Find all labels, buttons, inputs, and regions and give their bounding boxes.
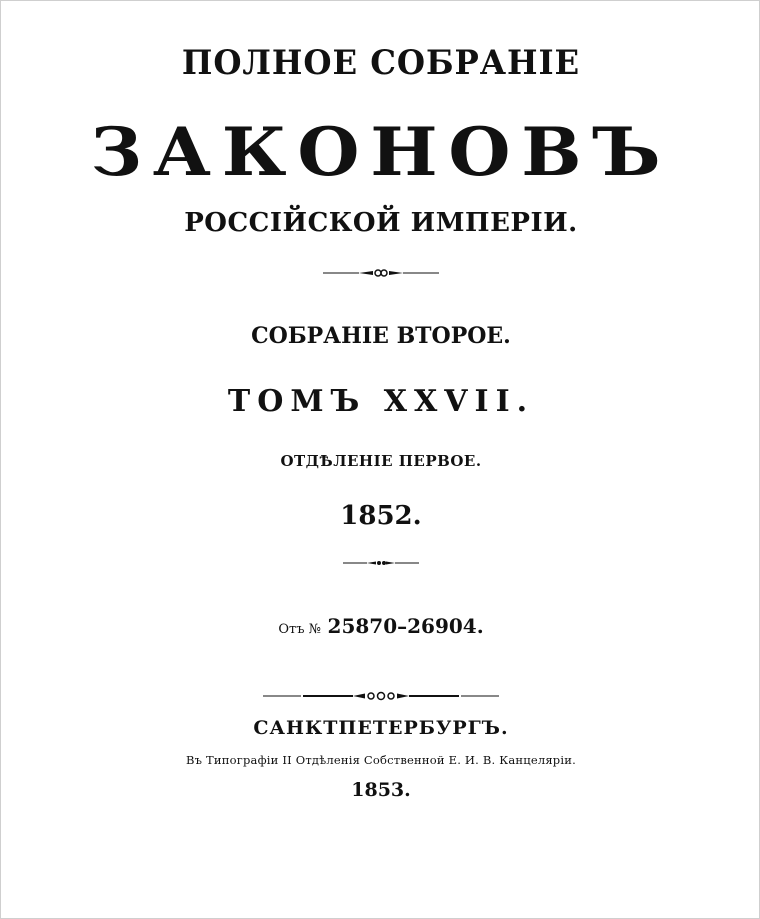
ornament-rule-2 <box>1 558 760 568</box>
number-prefix: Отъ № <box>278 622 321 637</box>
title-line-empire: РОССІЙСКОЙ ИМПЕРІИ. <box>184 208 578 238</box>
imprint-year: 1853. <box>351 779 411 801</box>
title-line-full-collection: ПОЛНОЕ СОБРАНІЕ <box>181 43 581 83</box>
collection-label: СОБРАНІЕ ВТОРОЕ. <box>251 323 511 349</box>
section-label: ОТДѢЛЕНІЕ ПЕРВОЕ. <box>280 452 482 470</box>
number-range: 25870–26904. <box>327 614 484 638</box>
volume-label: ТОМЪ XXVII. <box>227 384 535 419</box>
ornament-rule-small-icon <box>341 558 421 568</box>
ornament-rule-icon <box>321 267 441 279</box>
imprint-city: САНКТПЕТЕРБУРГЪ. <box>253 717 509 739</box>
ornament-rule-3 <box>1 689 760 703</box>
ornament-rule-long-icon <box>261 689 501 703</box>
volume-year: 1852. <box>340 501 422 531</box>
imprint-press: Въ Типографіи II Отдѣленія Собственной Е. И. В. Канцеляріи. <box>186 753 576 767</box>
ornament-rule-1 <box>1 267 760 279</box>
law-number-range <box>1 614 760 638</box>
title-line-laws: ЗАКОНОВЪ <box>90 113 672 191</box>
